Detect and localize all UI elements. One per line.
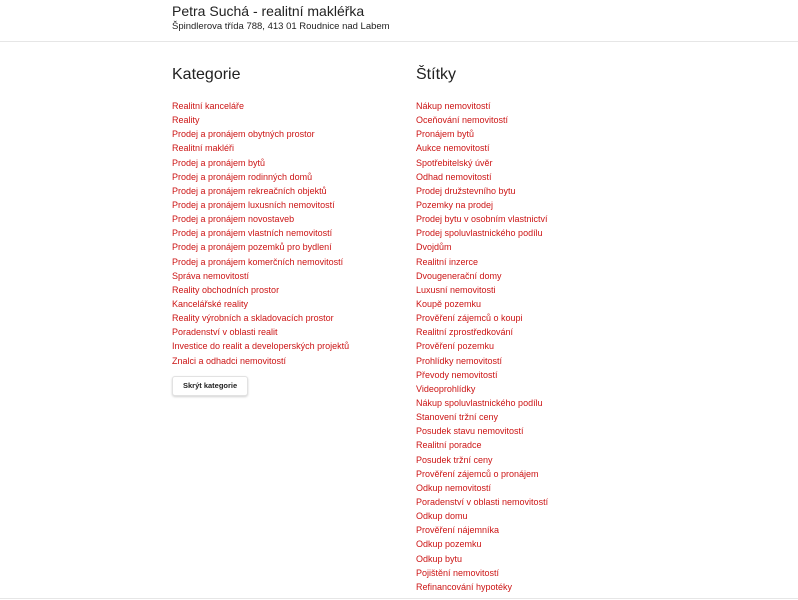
category-item bbox=[172, 225, 402, 239]
tag-item bbox=[416, 254, 656, 268]
category-item bbox=[172, 155, 402, 169]
tag-item bbox=[416, 183, 656, 197]
tag-item-link[interactable]: Stanovení tržní ceny bbox=[416, 412, 499, 423]
tag-item-link[interactable]: Koupě pozemku bbox=[416, 298, 482, 309]
tag-item-link[interactable]: Nákup nemovitostí bbox=[416, 101, 491, 111]
tag-item bbox=[416, 282, 656, 296]
category-item-link[interactable]: Prodej a pronájem rodinných domů bbox=[172, 171, 313, 182]
category-item-link[interactable]: Prodej a pronájem rekreačních objektů bbox=[172, 185, 327, 196]
tag-item-link[interactable]: Spotřebitelský úvěr bbox=[416, 157, 493, 168]
category-item-link[interactable]: Realitní makléři bbox=[172, 143, 235, 154]
category-item-link[interactable]: Poradenství v oblasti realit bbox=[172, 327, 278, 338]
tag-item-link[interactable]: Prověření zájemců o pronájem bbox=[416, 468, 539, 479]
category-item-link[interactable]: Reality obchodních prostor bbox=[172, 284, 280, 295]
category-item bbox=[172, 324, 402, 338]
tag-item bbox=[416, 140, 656, 154]
hide-categories-button[interactable]: Skrýt kategorie bbox=[172, 376, 248, 396]
categories-list bbox=[172, 98, 402, 367]
tag-item-link[interactable]: Pronájem bytů bbox=[416, 129, 475, 140]
tag-item bbox=[416, 423, 656, 437]
tag-item bbox=[416, 268, 656, 282]
tags-section bbox=[416, 64, 656, 593]
category-item-link[interactable]: Prodej a pronájem komerčních nemovitostí bbox=[172, 256, 344, 267]
category-item bbox=[172, 254, 402, 268]
tag-item bbox=[416, 296, 656, 310]
tag-item-link[interactable]: Odkup bytu bbox=[416, 553, 463, 564]
tag-item bbox=[416, 169, 656, 183]
tag-item-link[interactable]: Poradenství v oblasti nemovitostí bbox=[416, 496, 549, 507]
tag-item bbox=[416, 324, 656, 338]
tag-item bbox=[416, 494, 656, 508]
category-item-link[interactable]: Prodej a pronájem pozemků pro bydlení bbox=[172, 242, 332, 253]
tag-item bbox=[416, 225, 656, 239]
tag-item bbox=[416, 338, 656, 352]
category-item-link[interactable]: Prodej a pronájem obytných prostor bbox=[172, 129, 315, 140]
category-item-link[interactable]: Reality bbox=[172, 115, 200, 126]
tag-item bbox=[416, 381, 656, 395]
category-item-link[interactable]: Reality výrobních a skladovacích prostor bbox=[172, 313, 334, 324]
tag-item-link[interactable]: Odhad nemovitostí bbox=[416, 171, 492, 182]
tag-item bbox=[416, 551, 656, 565]
tag-item bbox=[416, 126, 656, 140]
tags-heading: Štítky bbox=[416, 66, 457, 83]
category-item bbox=[172, 112, 402, 126]
tag-item-link[interactable]: Posudek stavu nemovitostí bbox=[416, 426, 524, 437]
tag-item bbox=[416, 197, 656, 211]
category-item-link[interactable]: Znalci a odhadci nemovitostí bbox=[172, 355, 287, 366]
tag-item-link[interactable]: Nákup spoluvlastnického podílu bbox=[416, 397, 543, 408]
category-item-link[interactable]: Správa nemovitostí bbox=[172, 270, 250, 281]
tag-item-link[interactable]: Dvougenerační domy bbox=[416, 270, 502, 281]
tag-item bbox=[416, 155, 656, 169]
tag-item-link[interactable]: Oceňování nemovitostí bbox=[416, 115, 509, 126]
tag-item-link[interactable]: Aukce nemovitostí bbox=[416, 143, 490, 154]
tag-item bbox=[416, 211, 656, 225]
tag-item bbox=[416, 522, 656, 536]
category-item bbox=[172, 310, 402, 324]
category-item bbox=[172, 98, 402, 112]
tag-item bbox=[416, 98, 656, 112]
category-item bbox=[172, 169, 402, 183]
category-item-link[interactable]: Prodej a pronájem bytů bbox=[172, 157, 266, 168]
category-item bbox=[172, 211, 402, 225]
tag-item bbox=[416, 395, 656, 409]
category-item bbox=[172, 239, 402, 253]
tag-item-link[interactable]: Odkup pozemku bbox=[416, 539, 482, 550]
tag-item bbox=[416, 409, 656, 423]
tag-item-link[interactable]: Prohlídky nemovitostí bbox=[416, 355, 503, 366]
tag-item-link[interactable]: Prověření zájemců o koupi bbox=[416, 313, 523, 324]
tag-item bbox=[416, 452, 656, 466]
tag-item bbox=[416, 437, 656, 451]
tag-item bbox=[416, 536, 656, 550]
tag-item-link[interactable]: Prodej bytu v osobním vlastnictví bbox=[416, 214, 548, 225]
category-item bbox=[172, 296, 402, 310]
tag-item bbox=[416, 367, 656, 381]
categories-heading: Kategorie bbox=[172, 66, 241, 83]
category-item-link[interactable]: Realitní kanceláře bbox=[172, 101, 245, 111]
address-text: Špindlerova třída 788, 413 01 Roudnice nad Labem bbox=[172, 21, 390, 32]
tag-item-link[interactable]: Realitní zprostředkování bbox=[416, 327, 514, 338]
tag-item-link[interactable]: Realitní inzerce bbox=[416, 256, 479, 267]
tags-list bbox=[416, 98, 656, 593]
tag-item bbox=[416, 466, 656, 480]
category-item bbox=[172, 140, 402, 154]
tag-item-link[interactable]: Prověření nájemníka bbox=[416, 525, 500, 536]
category-item bbox=[172, 197, 402, 211]
tag-item-link[interactable]: Odkup domu bbox=[416, 511, 468, 522]
category-item-link[interactable]: Investice do realit a developerských projektů bbox=[172, 341, 350, 352]
category-item bbox=[172, 268, 402, 282]
tag-item-link[interactable]: Odkup nemovitostí bbox=[416, 482, 492, 493]
page-title: Petra Suchá - realitní makléřka bbox=[172, 3, 365, 19]
category-item bbox=[172, 183, 402, 197]
category-item-link[interactable]: Prodej a pronájem novostaveb bbox=[172, 214, 295, 225]
tag-item-link[interactable]: Pojištění nemovitostí bbox=[416, 567, 500, 578]
category-item-link[interactable]: Kancelářské reality bbox=[172, 298, 249, 309]
tag-item-link[interactable]: Dvojdům bbox=[416, 242, 452, 253]
category-item bbox=[172, 282, 402, 296]
tag-item-link[interactable]: Realitní poradce bbox=[416, 440, 482, 451]
category-item bbox=[172, 353, 402, 367]
category-item-link[interactable]: Prodej a pronájem luxusních nemovitostí bbox=[172, 199, 335, 210]
tag-item bbox=[416, 239, 656, 253]
tag-item-link[interactable]: Posudek tržní ceny bbox=[416, 454, 493, 465]
tag-item-link[interactable]: Prověření pozemku bbox=[416, 341, 495, 352]
tag-item bbox=[416, 508, 656, 522]
tag-item-link[interactable]: Luxusní nemovitosti bbox=[416, 284, 496, 295]
category-item bbox=[172, 126, 402, 140]
tag-item-link[interactable]: Pozemky na prodej bbox=[416, 199, 494, 210]
bottom-divider bbox=[0, 598, 798, 599]
category-item bbox=[172, 338, 402, 352]
tag-item bbox=[416, 353, 656, 367]
categories-section bbox=[172, 64, 402, 396]
tag-item bbox=[416, 579, 656, 593]
page-header bbox=[0, 0, 798, 42]
tag-item bbox=[416, 112, 656, 126]
tag-item bbox=[416, 565, 656, 579]
tag-item-link[interactable]: Převody nemovitostí bbox=[416, 369, 498, 380]
tag-item-link[interactable]: Prodej družstevního bytu bbox=[416, 185, 516, 196]
tag-item-link[interactable]: Videoprohlídky bbox=[416, 383, 476, 394]
tag-item-link[interactable]: Prodej spoluvlastnického podílu bbox=[416, 228, 543, 239]
tag-item-link[interactable]: Refinancování hypotéky bbox=[416, 581, 513, 592]
tag-item bbox=[416, 480, 656, 494]
tag-item bbox=[416, 310, 656, 324]
category-item-link[interactable]: Prodej a pronájem vlastních nemovitostí bbox=[172, 228, 333, 239]
